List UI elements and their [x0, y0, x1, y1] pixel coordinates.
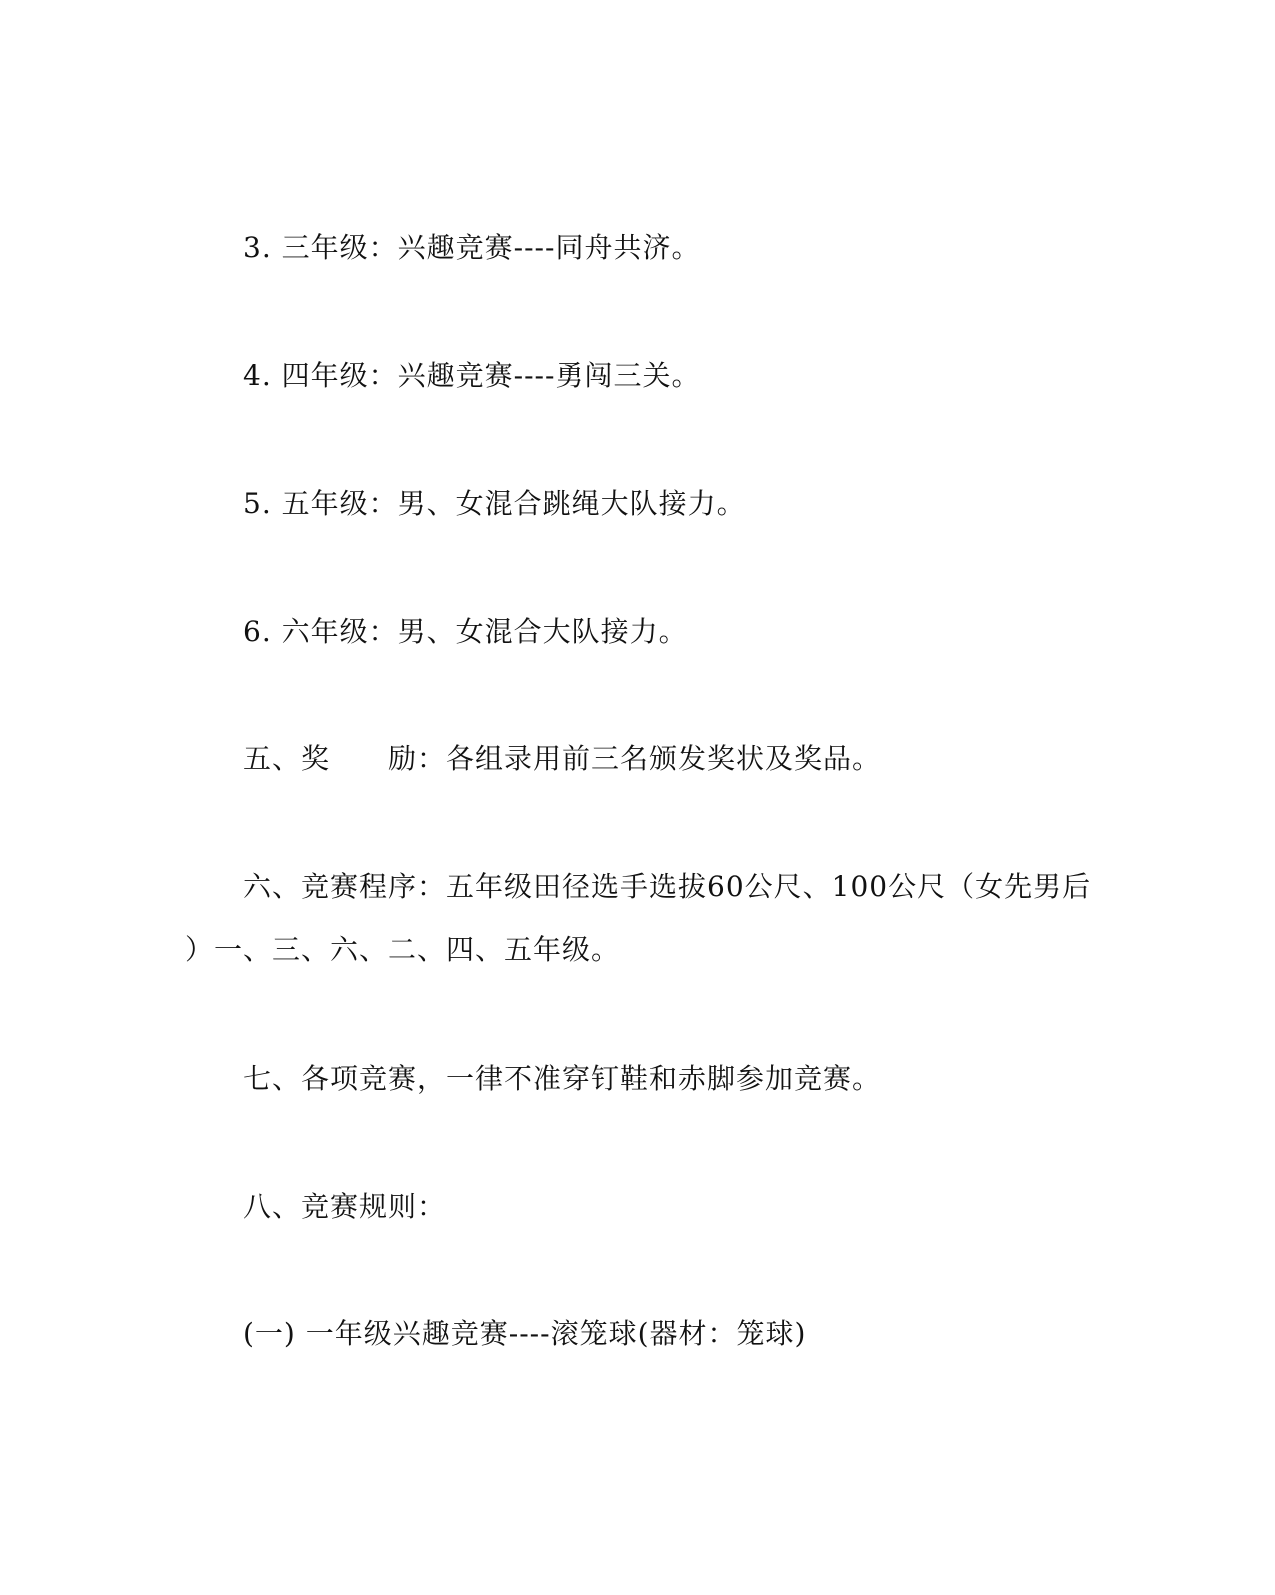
award-line [243, 741, 881, 777]
section-7-line: 七、各项竞赛，一律不准穿钉鞋和赤脚参加竞赛。 [243, 1062, 882, 1095]
award-label-a: 五、奖 [243, 742, 331, 775]
grade-6-line: 6. 六年级：男、女混合大队接力。 [243, 615, 688, 648]
rule-1-line: (一) 一年级兴趣竞赛----滚笼球(器材：笼球) [243, 1317, 807, 1350]
grade-3-line: 3. 三年级：兴趣竞赛----同舟共济。 [243, 231, 701, 264]
grade-5-line: 5. 五年级：男、女混合跳绳大队接力。 [243, 487, 746, 520]
procedure-line-1: 六、竞赛程序：五年级田径选手选拔60公尺、100公尺（女先男后 [243, 870, 1092, 903]
award-label-b: 励：各组录用前三名颁发奖状及奖品。 [388, 742, 882, 775]
section-8-heading: 八、竞赛规则： [243, 1190, 447, 1223]
grade-4-line: 4. 四年级：兴趣竞赛----勇闯三关。 [243, 359, 701, 392]
procedure-line-2: ）一、三、六、二、四、五年级。 [185, 933, 621, 966]
